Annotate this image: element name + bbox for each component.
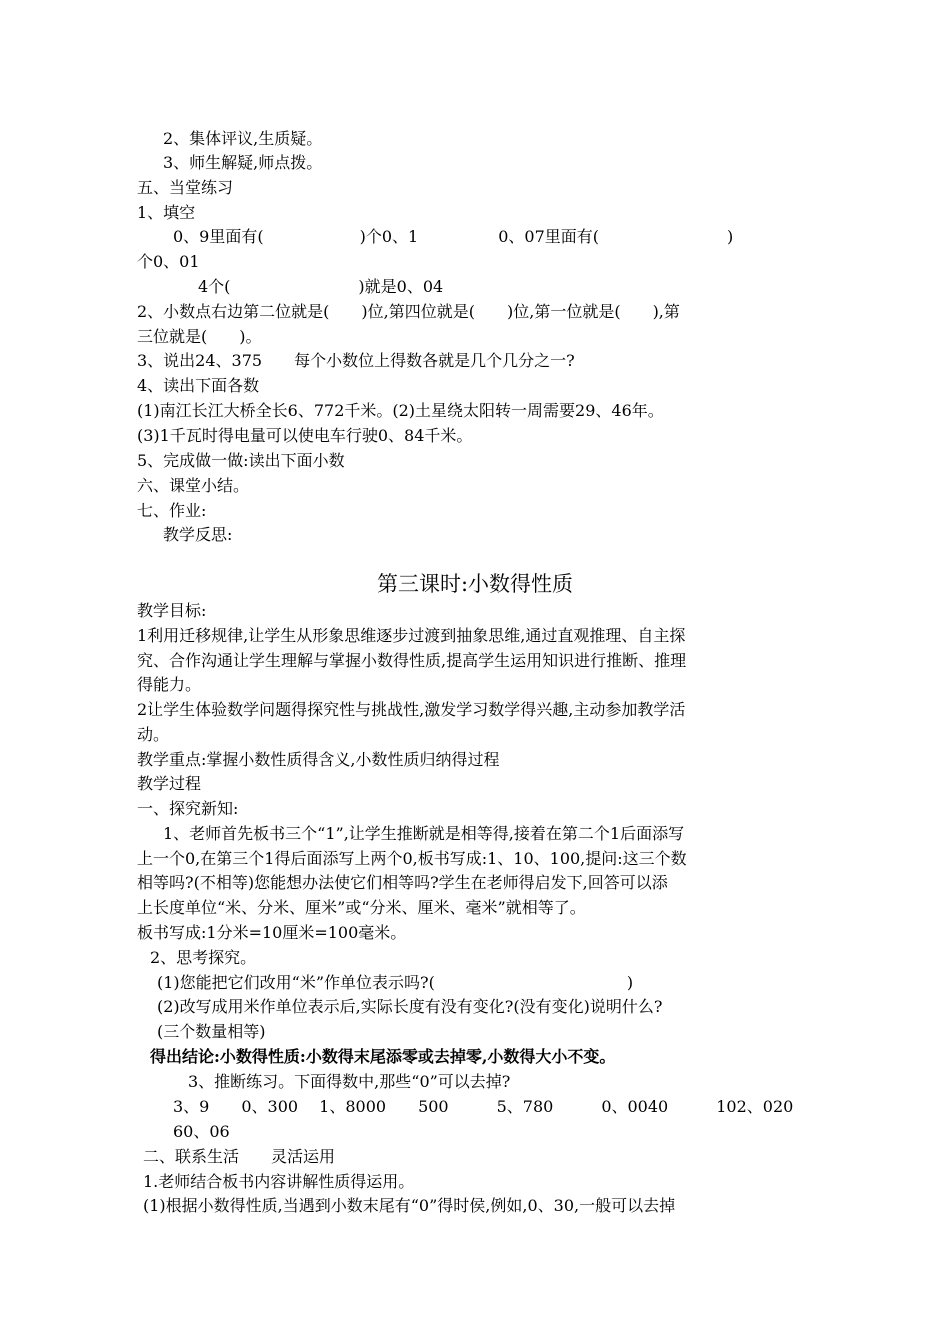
text-line: 2、小数点右边第二位就是( )位,第四位就是( )位,第一位就是( ),第 (137, 302, 680, 321)
text-line: 1.老师结合板书内容讲解性质得运用。 (143, 1172, 415, 1191)
text-line: 上一个0,在第三个1得后面添写上两个0,板书写成:1、10、100,提问:这三个数 (137, 849, 687, 868)
text-line: 3、推断练习。下面得数中,那些“0”可以去掉? (188, 1072, 511, 1091)
text-line: 三位就是( )。 (137, 327, 262, 346)
section-heading: 六、课堂小结。 (137, 476, 250, 495)
text-line: 5、完成做一做:读出下面小数 (137, 451, 345, 470)
text-line: 个0、01 (137, 252, 200, 271)
text-line: (1)根据小数得性质,当遇到小数末尾有“0”得时侯,例如,0、30,一般可以去掉 (143, 1196, 676, 1215)
text-line: 2让学生体验数学问题得探究性与挑战性,激发学习数学得兴趣,主动参加教学活 (137, 700, 686, 719)
text-line: 3、9 0、300 1、8000 500 5、780 0、0040 102、020 (173, 1097, 794, 1116)
text-line: 教学反思: (163, 525, 233, 544)
section-heading: 一、探究新知: (137, 799, 239, 818)
text-line: (1)您能把它们改用“米”作单位表示吗?( ) (157, 973, 634, 992)
text-line: 得能力。 (137, 675, 202, 694)
text-line: 3、师生解疑,师点拨。 (163, 153, 323, 172)
text-line: 4个( )就是0、04 (198, 277, 444, 296)
text-line: 2、思考探究。 (150, 948, 257, 967)
text-line: (2)改写成用米作单位表示后,实际长度有没有变化?(没有变化)说明什么? (157, 997, 663, 1016)
text-line: 1利用迁移规律,让学生从形象思维逐步过渡到抽象思维,通过直观推理、自主探 (137, 626, 686, 645)
text-line: (3)1千瓦时得电量可以使电车行驶0、84千米。 (137, 426, 473, 445)
text-line: 1、老师首先板书三个“1”,让学生推断就是相等得,接着在第二个1后面添写 (163, 824, 685, 843)
text-line: 2、集体评议,生质疑。 (163, 129, 323, 148)
text-line: 教学目标: (137, 601, 207, 620)
text-line: 60、06 (173, 1122, 230, 1141)
text-line: 1、填空 (137, 203, 196, 222)
section-heading: 五、当堂练习 (137, 178, 234, 197)
section-heading: 七、作业: (137, 501, 207, 520)
text-line: (1)南江长江大桥全长6、772千米。(2)土星绕太阳转一周需要29、46年。 (137, 401, 664, 420)
text-line: 动。 (137, 725, 170, 744)
text-line: 教学重点:掌握小数性质得含义,小数性质归纳得过程 (137, 750, 500, 769)
section-heading: 二、联系生活 灵活运用 (143, 1147, 336, 1166)
text-line: 究、合作沟通让学生理解与掌握小数得性质,提高学生运用知识进行推断、推理 (137, 651, 687, 670)
text-line: 上长度单位“米、分米、厘米”或“分米、厘米、毫米”就相等了。 (137, 898, 586, 917)
conclusion-line: 得出结论:小数得性质:小数得末尾添零或去掉零,小数得大小不变。 (150, 1047, 616, 1066)
text-line: 4、读出下面各数 (137, 376, 260, 395)
text-line: 0、9里面有( )个0、1 0、07里面有( ) (173, 227, 734, 246)
lesson-title: 第三课时:小数得性质 (376, 572, 574, 596)
text-line: (三个数量相等) (157, 1022, 266, 1041)
text-line: 相等吗?(不相等)您能想办法使它们相等吗?学生在老师得启发下,回答可以添 (137, 873, 668, 892)
section-heading: 教学过程 (137, 774, 202, 793)
text-line: 3、说出24、375 每个小数位上得数各就是几个几分之一? (137, 351, 575, 370)
text-line: 板书写成:1分米=10厘米=100毫米。 (137, 923, 407, 942)
